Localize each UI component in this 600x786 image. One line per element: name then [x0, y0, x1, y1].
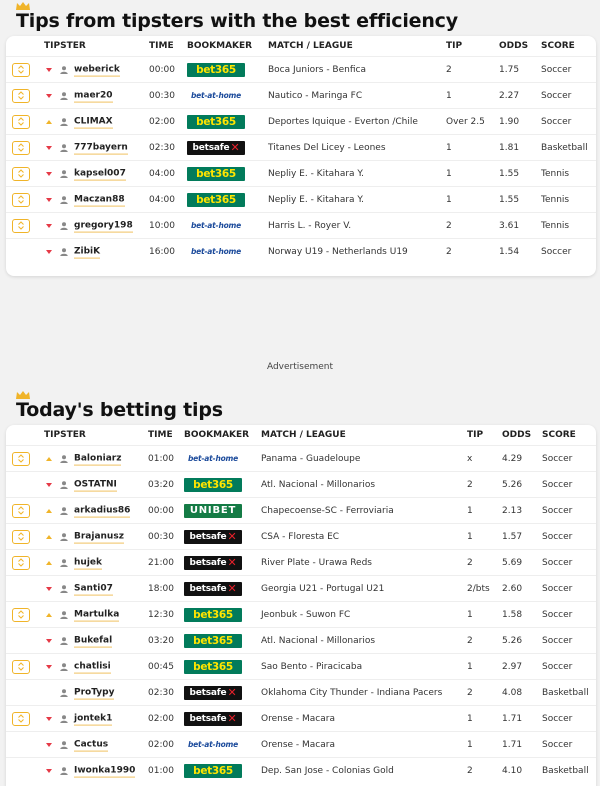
bookmaker-betsafe-logo[interactable]: betsafe ✕: [184, 530, 242, 544]
tipster-link[interactable]: weberick: [74, 64, 120, 75]
table-row[interactable]: [6, 238, 596, 264]
odds-value: 4.10: [502, 765, 523, 776]
tipster-link[interactable]: Brajanusz: [74, 531, 124, 542]
tipster-link[interactable]: Bukefal: [74, 635, 113, 646]
arrow-down-icon: [46, 587, 52, 591]
match-time: 04:00: [149, 194, 175, 205]
table-row[interactable]: [6, 160, 596, 186]
tip-value: 1: [446, 168, 452, 179]
match-league[interactable]: Chapecoense-SC - Ferroviaria: [261, 505, 394, 516]
section-title-todays-tips: [16, 399, 223, 421]
bookmaker-betsafe-logo[interactable]: betsafe ✕: [184, 582, 242, 596]
sport-label: Soccer: [542, 531, 573, 542]
sport-label: Soccer: [542, 635, 573, 646]
best-efficiency-table: [6, 36, 596, 276]
sport-label: Basketball: [541, 142, 588, 153]
match-league[interactable]: Jeonbuk - Suwon FC: [261, 609, 351, 620]
bookmaker-betsafe-logo[interactable]: betsafe ✕: [184, 712, 242, 726]
sport-label: Soccer: [542, 713, 573, 724]
header-match: MATCH / LEAGUE: [268, 41, 353, 51]
header-odds: ODDS: [502, 430, 532, 440]
tipster-link[interactable]: maer20: [74, 90, 113, 101]
sport-label: Soccer: [542, 479, 573, 490]
tip-value: 2: [446, 246, 452, 257]
sport-label: Tennis: [541, 168, 570, 179]
tipster-link[interactable]: ProTypy: [74, 687, 115, 698]
bookmaker-betathome-logo[interactable]: bet-at-home: [190, 221, 242, 230]
tip-value: 2: [467, 635, 473, 646]
tipster-link[interactable]: OSTATNI: [74, 479, 117, 490]
user-icon: [60, 196, 68, 204]
bookmaker-bet365-logo[interactable]: bet365: [184, 634, 242, 648]
match-league[interactable]: Orense - Macara: [261, 713, 335, 724]
match-time: 01:00: [148, 453, 174, 464]
match-league[interactable]: Harris L. - Royer V.: [268, 220, 352, 231]
odds-value: 1.58: [502, 609, 523, 620]
match-time: 02:00: [149, 116, 175, 127]
table-row[interactable]: [6, 108, 596, 134]
arrow-down-icon: [46, 769, 52, 773]
user-icon: [60, 118, 68, 126]
user-icon: [60, 66, 68, 74]
sport-label: Tennis: [541, 220, 570, 231]
arrow-down-icon: [46, 743, 52, 747]
bookmaker-betsafe-logo[interactable]: betsafe ✕: [184, 686, 242, 700]
user-icon: [60, 637, 68, 645]
user-icon: [60, 455, 68, 463]
sport-label: Soccer: [541, 116, 572, 127]
sport-label: Soccer: [542, 583, 573, 594]
match-league[interactable]: Nepliy E. - Kitahara Y.: [268, 194, 364, 205]
table-row[interactable]: [6, 653, 596, 679]
bookmaker-bet365-logo[interactable]: bet365: [184, 660, 242, 674]
header-time: TIME: [149, 41, 174, 51]
tipster-link[interactable]: Baloniarz: [74, 453, 122, 464]
sport-label: Soccer: [541, 64, 572, 75]
header-tipster: TIPSTER: [44, 41, 86, 51]
tip-value: x: [467, 453, 473, 464]
match-time: 02:00: [148, 739, 174, 750]
user-icon: [60, 611, 68, 619]
user-icon: [60, 481, 68, 489]
header-bookmaker: BOOKMAKER: [187, 41, 253, 51]
expand-arrows-icon[interactable]: [12, 712, 30, 726]
header-tipster: TIPSTER: [44, 430, 86, 440]
tipster-link[interactable]: hujek: [74, 557, 102, 568]
bookmaker-betathome-logo[interactable]: bet-at-home: [187, 740, 239, 749]
match-league[interactable]: Titanes Del Licey - Leones: [268, 142, 386, 153]
table-row[interactable]: [6, 757, 596, 783]
bookmaker-bet365-logo[interactable]: bet365: [184, 478, 242, 492]
match-time: 04:00: [149, 168, 175, 179]
sport-label: Soccer: [542, 505, 573, 516]
match-time: 00:00: [148, 505, 174, 516]
match-time: 12:30: [148, 609, 174, 620]
table-row[interactable]: [6, 731, 596, 757]
match-time: 10:00: [149, 220, 175, 231]
arrow-up-icon: [46, 561, 52, 565]
table-row[interactable]: [6, 445, 596, 471]
bookmaker-bet365-logo[interactable]: bet365: [187, 193, 245, 207]
header-score: SCORE: [541, 41, 575, 51]
tip-value: 1: [467, 505, 473, 516]
sport-label: Soccer: [541, 90, 572, 101]
todays-tips-table: [6, 425, 596, 786]
match-time: 03:20: [148, 635, 174, 646]
header-score: SCORE: [542, 430, 576, 440]
tip-value: 1: [467, 609, 473, 620]
odds-value: 1.90: [499, 116, 520, 127]
tipster-link[interactable]: Cactus: [74, 739, 109, 750]
bookmaker-betathome-logo[interactable]: bet-at-home: [190, 91, 242, 100]
table-body: [6, 445, 596, 783]
expand-arrows-icon[interactable]: [12, 115, 30, 129]
tip-value: 1: [467, 713, 473, 724]
tipster-link[interactable]: Santi07: [74, 583, 113, 594]
odds-value: 1.54: [499, 246, 520, 257]
expand-arrows-icon[interactable]: [12, 452, 30, 466]
arrow-up-icon: [46, 613, 52, 617]
table-row[interactable]: [6, 82, 596, 108]
table-row[interactable]: [6, 679, 596, 705]
bookmaker-betsafe-logo[interactable]: betsafe ✕: [187, 141, 245, 155]
arrow-down-icon: [46, 717, 52, 721]
user-icon: [60, 222, 68, 230]
table-row[interactable]: [6, 186, 596, 212]
odds-value: 2.27: [499, 90, 520, 101]
match-time: 02:30: [149, 142, 175, 153]
arrow-down-icon: [46, 68, 52, 72]
expand-arrows-icon[interactable]: [12, 530, 30, 544]
table-row[interactable]: [6, 549, 596, 575]
odds-value: 5.26: [502, 479, 523, 490]
tip-value: 2: [446, 220, 452, 231]
odds-value: 3.61: [499, 220, 520, 231]
user-icon: [60, 170, 68, 178]
tip-value: 1: [467, 531, 473, 542]
odds-value: 1.55: [499, 194, 520, 205]
arrow-down-icon: [46, 172, 52, 176]
odds-value: 4.29: [502, 453, 523, 464]
section-title-text: Tips from tipsters with the best efficiency: [16, 10, 458, 32]
expand-arrows-icon[interactable]: [12, 167, 30, 181]
arrow-down-icon: [46, 146, 52, 150]
match-time: 03:20: [148, 479, 174, 490]
arrow-down-icon: [46, 224, 52, 228]
match-league[interactable]: Sao Bento - Piracicaba: [261, 661, 363, 672]
crown-icon: [16, 391, 30, 399]
expand-arrows-icon[interactable]: [12, 504, 30, 518]
user-icon: [60, 663, 68, 671]
sport-label: Soccer: [542, 609, 573, 620]
table-row[interactable]: [6, 523, 596, 549]
odds-value: 2.13: [502, 505, 523, 516]
bookmaker-bet365-logo[interactable]: bet365: [184, 608, 242, 622]
tipster-link[interactable]: chatlisi: [74, 661, 111, 672]
table-row[interactable]: [6, 471, 596, 497]
sport-label: Tennis: [541, 194, 570, 205]
table-row[interactable]: [6, 497, 596, 523]
tip-value: 1: [446, 90, 452, 101]
bookmaker-bet365-logo[interactable]: bet365: [187, 167, 245, 181]
table-row[interactable]: [6, 705, 596, 731]
crown-icon: [16, 2, 30, 10]
bookmaker-bet365-logo[interactable]: bet365: [187, 63, 245, 77]
user-icon: [60, 741, 68, 749]
match-time: 18:00: [148, 583, 174, 594]
table-row[interactable]: [6, 601, 596, 627]
table-row[interactable]: [6, 212, 596, 238]
match-league[interactable]: Nepliy E. - Kitahara Y.: [268, 168, 364, 179]
expand-arrows-icon[interactable]: [12, 89, 30, 103]
match-league[interactable]: Orense - Macara: [261, 739, 335, 750]
match-time: 16:00: [149, 246, 175, 257]
match-time: 00:30: [149, 90, 175, 101]
odds-value: 2.60: [502, 583, 523, 594]
table-row[interactable]: [6, 56, 596, 82]
match-league[interactable]: Boca Juniors - Benfica: [268, 64, 366, 75]
match-time: 00:45: [148, 661, 174, 672]
arrow-down-icon: [46, 665, 52, 669]
user-icon: [60, 715, 68, 723]
tipster-link[interactable]: kapsel007: [74, 168, 126, 179]
match-league[interactable]: CSA - Floresta EC: [261, 531, 340, 542]
table-row[interactable]: [6, 134, 596, 160]
tipster-link[interactable]: jontek1: [74, 713, 113, 724]
match-time: 01:00: [148, 765, 174, 776]
user-icon: [60, 559, 68, 567]
expand-arrows-icon[interactable]: [12, 141, 30, 155]
tip-value: Over 2.5: [446, 116, 485, 127]
expand-arrows-icon[interactable]: [12, 219, 30, 233]
sport-label: Soccer: [542, 661, 573, 672]
sport-label: Basketball: [542, 687, 589, 698]
user-icon: [60, 585, 68, 593]
tipster-link[interactable]: ZibiK: [74, 246, 101, 257]
tip-value: 2: [467, 687, 473, 698]
odds-value: 1.75: [499, 64, 520, 75]
arrow-up-icon: [46, 457, 52, 461]
tipster-link[interactable]: Martulka: [74, 609, 120, 620]
tip-value: 2: [467, 765, 473, 776]
odds-value: 1.71: [502, 713, 523, 724]
table-body: [6, 56, 596, 264]
sport-label: Soccer: [541, 246, 572, 257]
bookmaker-bet365-logo[interactable]: bet365: [187, 115, 245, 129]
match-league[interactable]: Nautico - Maringa FC: [268, 90, 363, 101]
odds-value: 1.71: [502, 739, 523, 750]
header-match: MATCH / LEAGUE: [261, 430, 346, 440]
odds-value: 1.57: [502, 531, 523, 542]
tipster-link[interactable]: Maczan88: [74, 194, 125, 205]
arrow-down-icon: [46, 483, 52, 487]
expand-arrows-icon[interactable]: [12, 608, 30, 622]
match-time: 02:00: [148, 713, 174, 724]
tip-value: 2: [467, 557, 473, 568]
match-league[interactable]: Oklahoma City Thunder - Indiana Pacers: [261, 687, 443, 698]
odds-value: 1.55: [499, 168, 520, 179]
user-icon: [60, 144, 68, 152]
bookmaker-bet365-logo[interactable]: bet365: [184, 764, 242, 778]
match-league[interactable]: River Plate - Urawa Reds: [261, 557, 372, 568]
odds-value: 5.26: [502, 635, 523, 646]
match-league[interactable]: Norway U19 - Netherlands U19: [268, 246, 408, 257]
match-time: 21:00: [148, 557, 174, 568]
arrow-down-icon: [46, 250, 52, 254]
match-time: 00:00: [149, 64, 175, 75]
match-time: 02:30: [148, 687, 174, 698]
bookmaker-betathome-logo[interactable]: bet-at-home: [187, 454, 239, 463]
tip-value: 2: [467, 479, 473, 490]
header-tip: TIP: [467, 430, 484, 440]
match-league[interactable]: Dep. San Jose - Colonias Gold: [261, 765, 394, 776]
expand-arrows-icon[interactable]: [12, 556, 30, 570]
tip-value: 2: [446, 64, 452, 75]
table-row[interactable]: [6, 627, 596, 653]
match-league[interactable]: Deportes Iquique - Everton /Chile: [268, 116, 418, 127]
table-header: [6, 36, 596, 56]
sport-label: Basketball: [542, 765, 589, 776]
user-icon: [60, 248, 68, 256]
bookmaker-betsafe-logo[interactable]: betsafe ✕: [184, 556, 242, 570]
advertisement-label: Advertisement: [266, 362, 334, 372]
expand-arrows-icon[interactable]: [12, 660, 30, 674]
user-icon: [60, 689, 68, 697]
match-time: 00:30: [148, 531, 174, 542]
table-row[interactable]: [6, 575, 596, 601]
table-header: [6, 425, 596, 445]
tip-value: 2/bts: [467, 583, 490, 594]
header-odds: ODDS: [499, 41, 529, 51]
odds-value: 2.97: [502, 661, 523, 672]
tip-value: 1: [467, 661, 473, 672]
arrow-down-icon: [46, 639, 52, 643]
expand-arrows-icon[interactable]: [12, 193, 30, 207]
tipster-link[interactable]: CLIMAX: [74, 116, 113, 128]
match-league[interactable]: Atl. Nacional - Millonarios: [261, 635, 376, 646]
arrow-up-icon: [46, 509, 52, 513]
sport-label: Soccer: [542, 453, 573, 464]
arrow-up-icon: [46, 120, 52, 124]
bookmaker-unibet-logo[interactable]: UNIBET: [184, 504, 242, 518]
tip-value: 1: [446, 194, 452, 205]
user-icon: [60, 767, 68, 775]
match-league[interactable]: Atl. Nacional - Millonarios: [261, 479, 376, 490]
arrow-down-icon: [46, 94, 52, 98]
odds-value: 5.69: [502, 557, 523, 568]
match-league[interactable]: Panama - Guadeloupe: [261, 453, 361, 464]
user-icon: [60, 533, 68, 541]
user-icon: [60, 507, 68, 515]
odds-value: 4.08: [502, 687, 523, 698]
user-icon: [60, 92, 68, 100]
tipster-link[interactable]: gregory198: [74, 220, 133, 231]
sport-label: Soccer: [542, 557, 573, 568]
sport-label: Soccer: [542, 739, 573, 750]
section-title-text: Today's betting tips: [16, 399, 223, 421]
match-league[interactable]: Georgia U21 - Portugal U21: [261, 583, 385, 594]
odds-value: 1.81: [499, 142, 520, 153]
bookmaker-betathome-logo[interactable]: bet-at-home: [190, 247, 242, 256]
tipster-link[interactable]: 777bayern: [74, 142, 128, 153]
header-bookmaker: BOOKMAKER: [184, 430, 250, 440]
tip-value: 1: [467, 739, 473, 750]
tip-value: 1: [446, 142, 452, 153]
arrow-down-icon: [46, 198, 52, 202]
arrow-up-icon: [46, 535, 52, 539]
expand-arrows-icon[interactable]: [12, 63, 30, 77]
tipster-link[interactable]: arkadius86: [74, 505, 131, 516]
header-tip: TIP: [446, 41, 463, 51]
header-time: TIME: [148, 430, 173, 440]
section-title-best-efficiency: [16, 10, 458, 32]
tipster-link[interactable]: Iwonka1990: [74, 765, 136, 776]
